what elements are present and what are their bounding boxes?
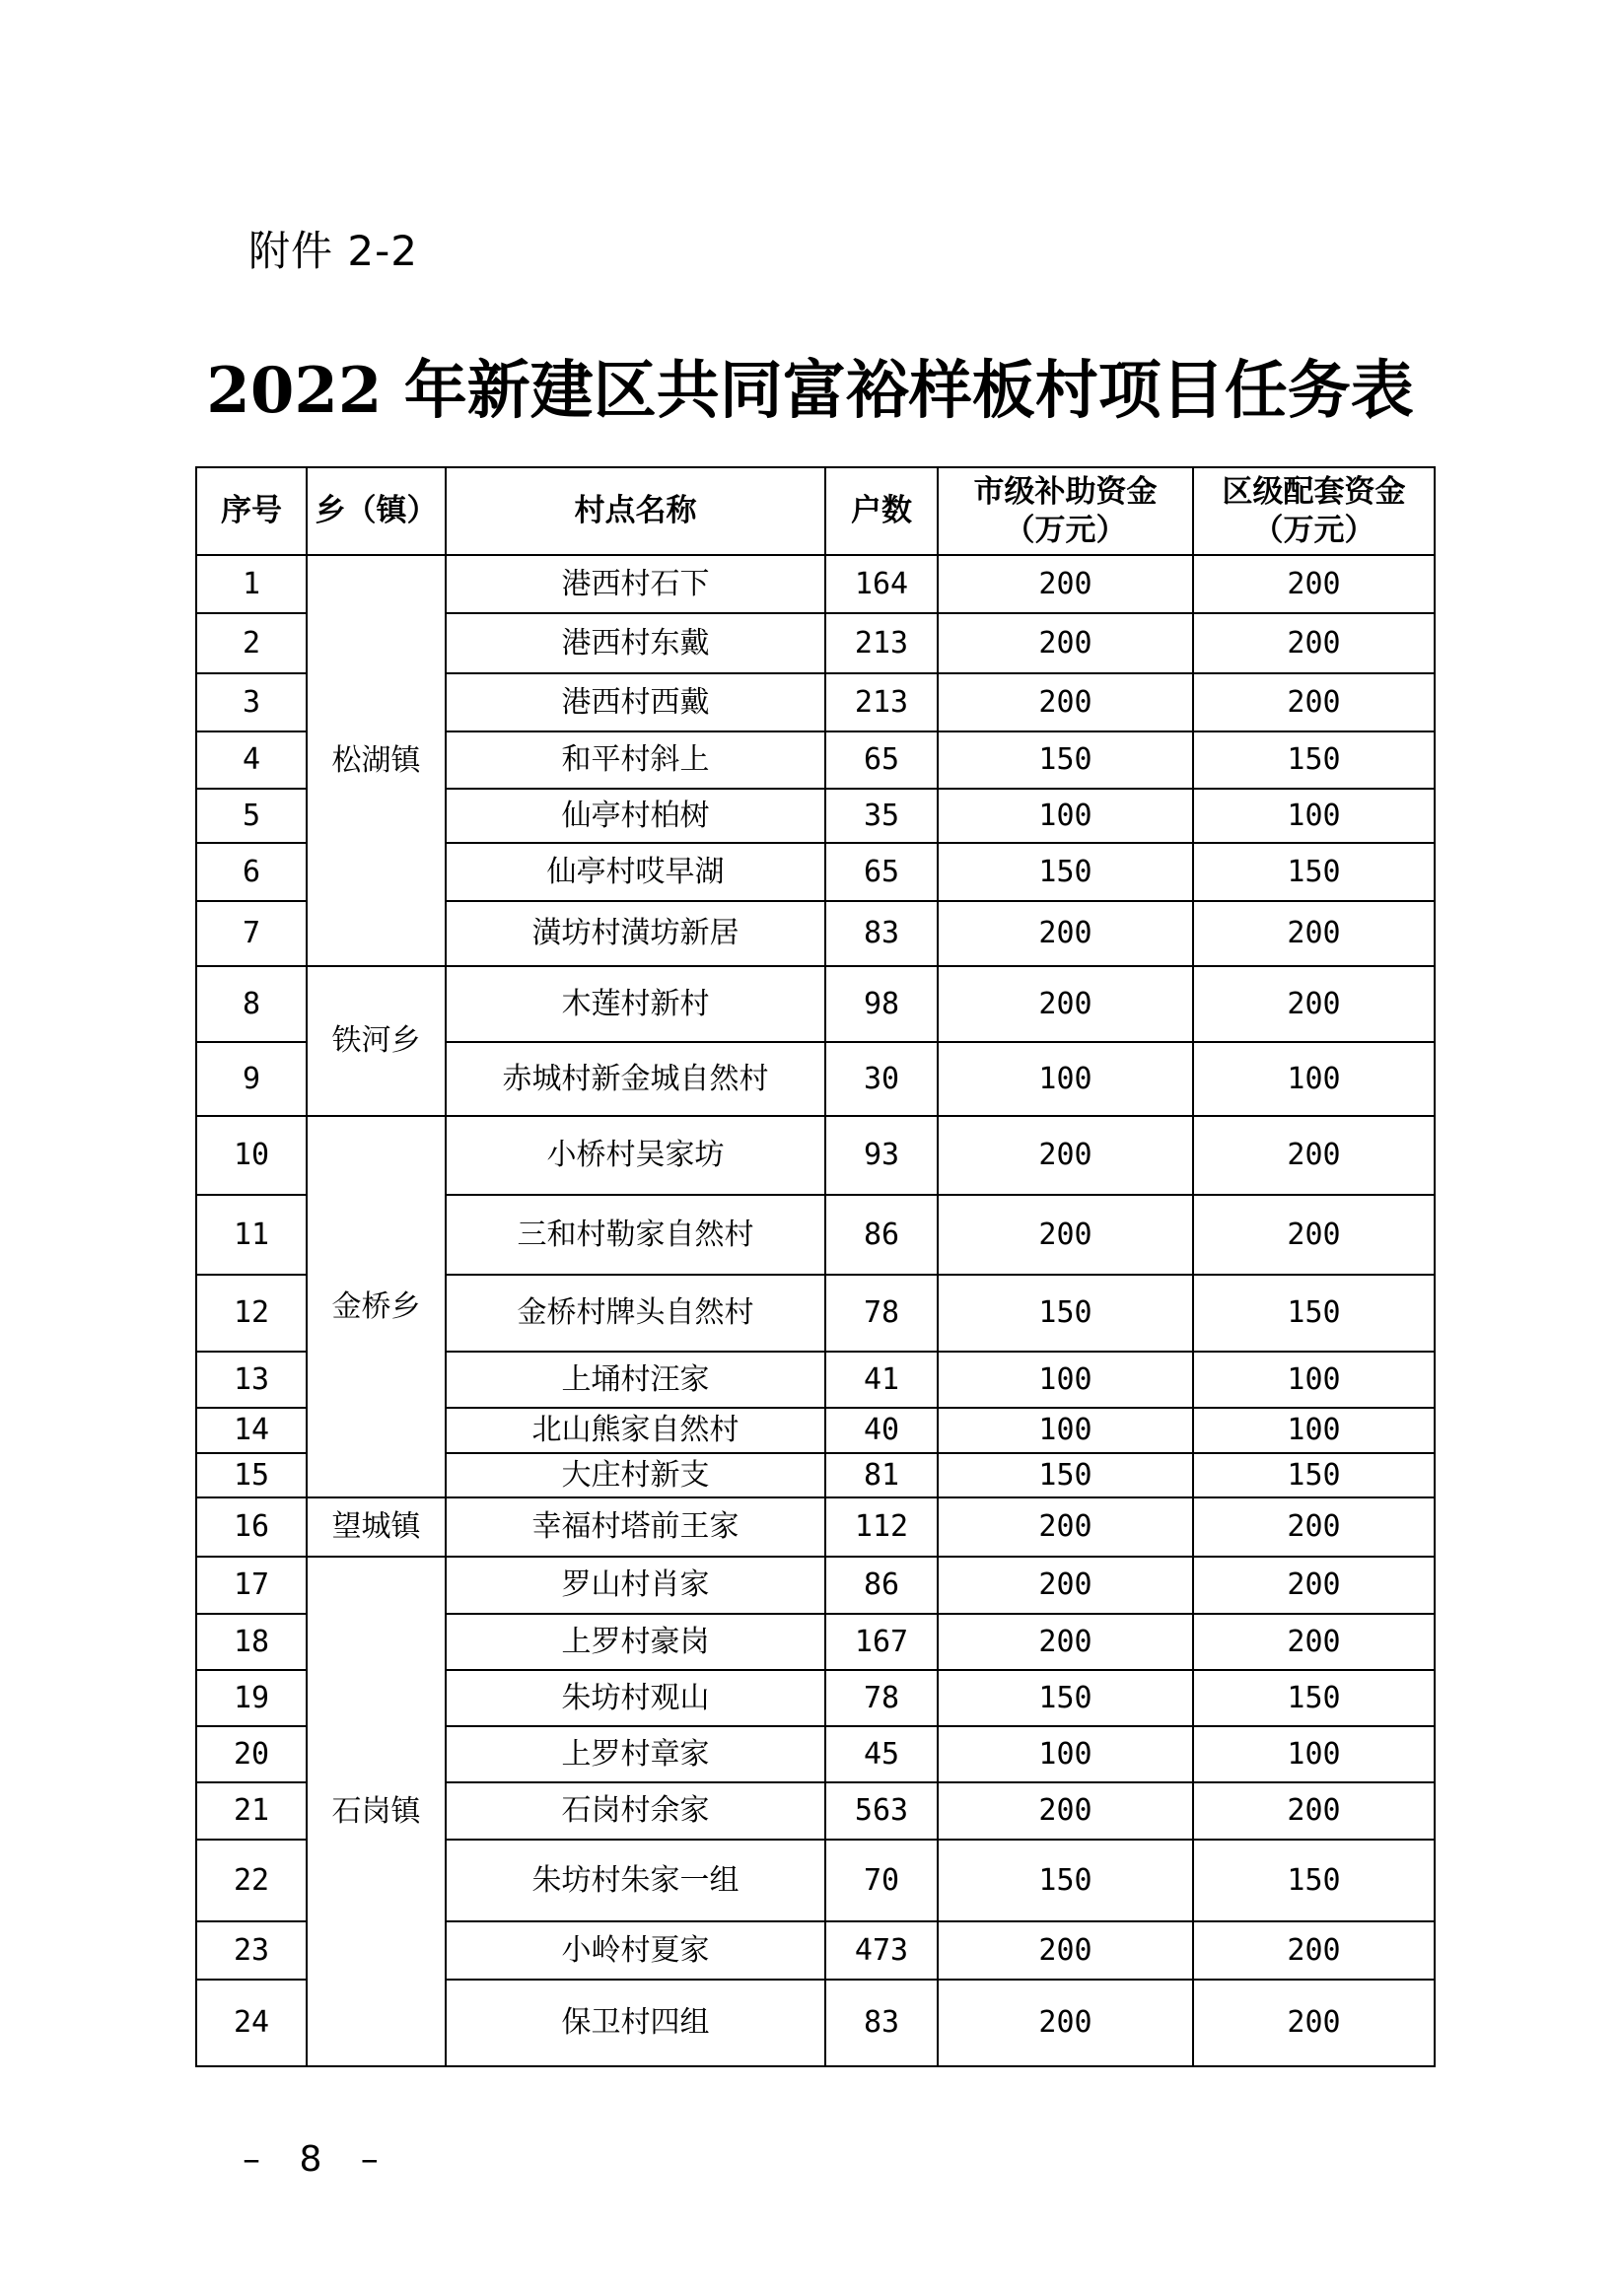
cell-seq: 16 (196, 1497, 307, 1557)
cell-village: 幸福村塔前王家 (446, 1497, 825, 1557)
header-households: 户数 (825, 467, 938, 555)
header-village: 村点名称 (446, 467, 825, 555)
cell-village: 港西村石下 (446, 555, 825, 613)
cell-households: 81 (825, 1453, 938, 1497)
cell-district-fund: 200 (1193, 555, 1435, 613)
cell-seq: 15 (196, 1453, 307, 1497)
cell-village: 三和村勒家自然村 (446, 1195, 825, 1275)
header-row (196, 467, 1435, 555)
cell-seq: 13 (196, 1352, 307, 1408)
cell-city-fund: 200 (938, 1614, 1193, 1670)
cell-district-fund: 200 (1193, 901, 1435, 966)
cell-village: 保卫村四组 (446, 1980, 825, 2066)
cell-city-fund: 150 (938, 731, 1193, 789)
table-row (196, 966, 1435, 1042)
cell-district-fund: 150 (1193, 1275, 1435, 1352)
cell-district-fund: 150 (1193, 843, 1435, 901)
cell-district-fund: 200 (1193, 1921, 1435, 1980)
cell-city-fund: 150 (938, 1670, 1193, 1726)
cell-village: 石岗村余家 (446, 1782, 825, 1840)
cell-seq: 4 (196, 731, 307, 789)
cell-city-fund: 200 (938, 1195, 1193, 1275)
cell-seq: 11 (196, 1195, 307, 1275)
cell-city-fund: 150 (938, 843, 1193, 901)
cell-households: 65 (825, 731, 938, 789)
cell-households: 35 (825, 789, 938, 843)
cell-households: 164 (825, 555, 938, 613)
cell-village: 仙亭村哎早湖 (446, 843, 825, 901)
cell-district-fund: 150 (1193, 1670, 1435, 1726)
cell-households: 45 (825, 1726, 938, 1782)
cell-city-fund: 200 (938, 1557, 1193, 1614)
cell-households: 93 (825, 1116, 938, 1195)
cell-village: 港西村东戴 (446, 613, 825, 673)
cell-district-fund: 200 (1193, 1782, 1435, 1840)
cell-district-fund: 200 (1193, 1497, 1435, 1557)
cell-households: 86 (825, 1557, 938, 1614)
cell-city-fund: 150 (938, 1453, 1193, 1497)
header-district-fund-line1: 区级配套资金 (1222, 473, 1406, 510)
cell-village: 朱坊村朱家一组 (446, 1840, 825, 1921)
cell-village: 仙亭村柏树 (446, 789, 825, 843)
cell-district-fund: 100 (1193, 1352, 1435, 1408)
cell-seq: 1 (196, 555, 307, 613)
cell-district-fund: 150 (1193, 731, 1435, 789)
cell-village: 潢坊村潢坊新居 (446, 901, 825, 966)
cell-seq: 8 (196, 966, 307, 1042)
cell-households: 65 (825, 843, 938, 901)
cell-households: 167 (825, 1614, 938, 1670)
table-row (196, 1557, 1435, 1614)
cell-households: 473 (825, 1921, 938, 1980)
cell-city-fund: 200 (938, 1116, 1193, 1195)
cell-village: 罗山村肖家 (446, 1557, 825, 1614)
table-row (196, 555, 1435, 613)
cell-city-fund: 100 (938, 1042, 1193, 1116)
cell-households: 40 (825, 1408, 938, 1453)
cell-households: 78 (825, 1670, 938, 1726)
cell-seq: 17 (196, 1557, 307, 1614)
cell-households: 41 (825, 1352, 938, 1408)
cell-district-fund: 200 (1193, 1557, 1435, 1614)
cell-township: 铁河乡 (307, 966, 446, 1116)
table-row (196, 1116, 1435, 1195)
page-number: – 8 – (243, 2139, 392, 2180)
document-title: 2022 年新建区共同富裕样板村项目任务表 (206, 354, 1414, 428)
cell-households: 86 (825, 1195, 938, 1275)
cell-households: 213 (825, 613, 938, 673)
cell-city-fund: 200 (938, 901, 1193, 966)
cell-city-fund: 100 (938, 1726, 1193, 1782)
cell-district-fund: 150 (1193, 1453, 1435, 1497)
cell-seq: 22 (196, 1840, 307, 1921)
cell-seq: 5 (196, 789, 307, 843)
cell-township: 石岗镇 (307, 1557, 446, 2066)
cell-city-fund: 200 (938, 1782, 1193, 1840)
cell-village: 木莲村新村 (446, 966, 825, 1042)
cell-households: 78 (825, 1275, 938, 1352)
cell-district-fund: 200 (1193, 613, 1435, 673)
cell-village: 小岭村夏家 (446, 1921, 825, 1980)
cell-district-fund: 200 (1193, 1195, 1435, 1275)
cell-seq: 2 (196, 613, 307, 673)
cell-village: 大庄村新支 (446, 1453, 825, 1497)
cell-city-fund: 200 (938, 966, 1193, 1042)
table-row (196, 1497, 1435, 1557)
cell-households: 70 (825, 1840, 938, 1921)
cell-seq: 21 (196, 1782, 307, 1840)
cell-township: 松湖镇 (307, 555, 446, 966)
cell-households: 30 (825, 1042, 938, 1116)
header-district-fund (1193, 467, 1435, 555)
task-table (195, 466, 1436, 2067)
cell-seq: 19 (196, 1670, 307, 1726)
cell-households: 112 (825, 1497, 938, 1557)
cell-village: 北山熊家自然村 (446, 1408, 825, 1453)
cell-households: 213 (825, 673, 938, 731)
attachment-label: 附件 2-2 (248, 227, 418, 275)
cell-seq: 9 (196, 1042, 307, 1116)
cell-district-fund: 100 (1193, 1408, 1435, 1453)
cell-district-fund: 200 (1193, 673, 1435, 731)
cell-city-fund: 150 (938, 1275, 1193, 1352)
cell-city-fund: 100 (938, 789, 1193, 843)
cell-city-fund: 200 (938, 1921, 1193, 1980)
cell-village: 赤城村新金城自然村 (446, 1042, 825, 1116)
cell-households: 83 (825, 901, 938, 966)
cell-village: 金桥村牌头自然村 (446, 1275, 825, 1352)
cell-households: 83 (825, 1980, 938, 2066)
header-city-fund-line1: 市级补助资金 (973, 473, 1158, 510)
cell-city-fund: 200 (938, 613, 1193, 673)
cell-seq: 20 (196, 1726, 307, 1782)
cell-households: 563 (825, 1782, 938, 1840)
cell-city-fund: 150 (938, 1840, 1193, 1921)
cell-city-fund: 100 (938, 1408, 1193, 1453)
cell-district-fund: 200 (1193, 1116, 1435, 1195)
cell-seq: 24 (196, 1980, 307, 2066)
cell-village: 上罗村章家 (446, 1726, 825, 1782)
cell-city-fund: 200 (938, 673, 1193, 731)
cell-village: 朱坊村观山 (446, 1670, 825, 1726)
header-city-fund (938, 467, 1193, 555)
cell-district-fund: 100 (1193, 789, 1435, 843)
cell-district-fund: 200 (1193, 1980, 1435, 2066)
cell-district-fund: 200 (1193, 1614, 1435, 1670)
cell-seq: 14 (196, 1408, 307, 1453)
cell-township: 望城镇 (307, 1497, 446, 1557)
cell-district-fund: 100 (1193, 1042, 1435, 1116)
cell-seq: 7 (196, 901, 307, 966)
cell-village: 上罗村豪岗 (446, 1614, 825, 1670)
cell-city-fund: 200 (938, 1497, 1193, 1557)
cell-district-fund: 150 (1193, 1840, 1435, 1921)
cell-village: 港西村西戴 (446, 673, 825, 731)
cell-district-fund: 100 (1193, 1726, 1435, 1782)
cell-city-fund: 200 (938, 1980, 1193, 2066)
cell-seq: 10 (196, 1116, 307, 1195)
header-township: 乡（镇） (307, 467, 446, 555)
cell-seq: 3 (196, 673, 307, 731)
cell-seq: 6 (196, 843, 307, 901)
cell-village: 上埇村汪家 (446, 1352, 825, 1408)
cell-village: 小桥村吴家坊 (446, 1116, 825, 1195)
cell-seq: 12 (196, 1275, 307, 1352)
cell-households: 98 (825, 966, 938, 1042)
cell-township: 金桥乡 (307, 1116, 446, 1497)
cell-seq: 23 (196, 1921, 307, 1980)
cell-city-fund: 200 (938, 555, 1193, 613)
cell-district-fund: 200 (1193, 966, 1435, 1042)
cell-city-fund: 100 (938, 1352, 1193, 1408)
cell-village: 和平村斜上 (446, 731, 825, 789)
header-district-fund-line2: （万元） (1252, 512, 1375, 548)
cell-seq: 18 (196, 1614, 307, 1670)
header-seq: 序号 (196, 467, 307, 555)
header-city-fund-line2: （万元） (1004, 512, 1127, 548)
